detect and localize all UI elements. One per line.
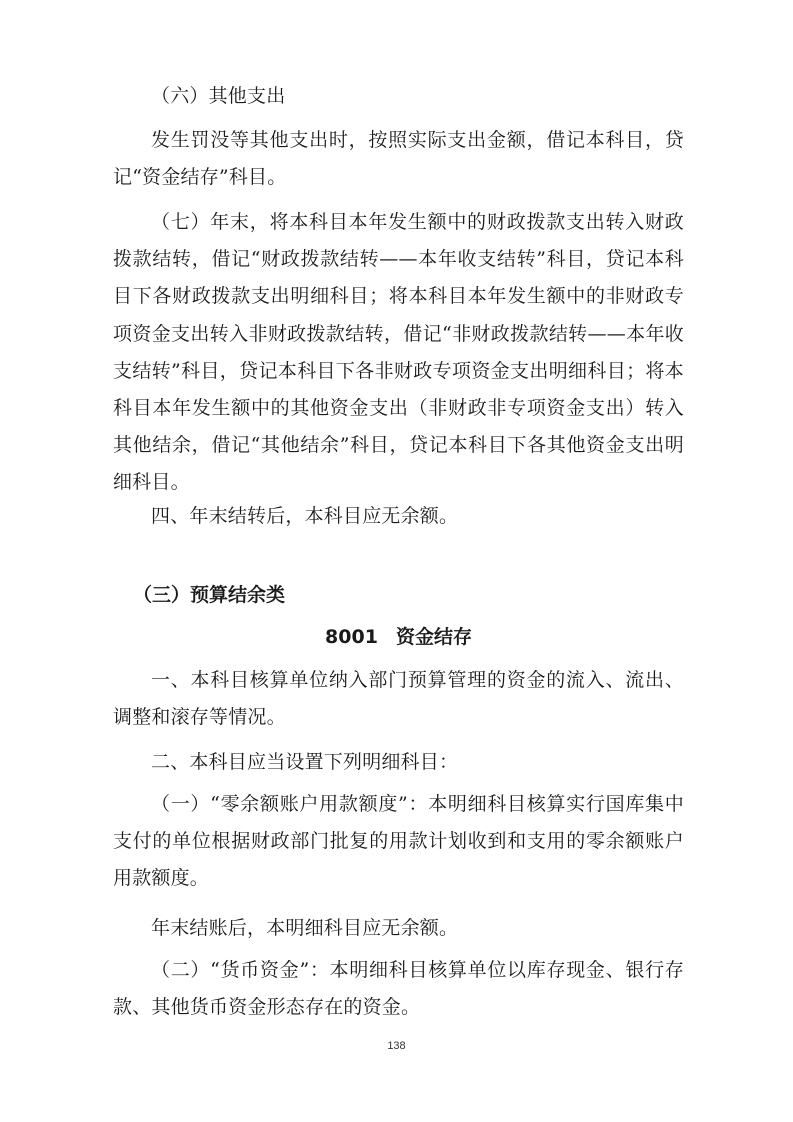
section-heading: （三）预算结余类 (133, 584, 286, 606)
paragraph-year-end-transfer: （七）年末，将本科目本年发生额中的财政拨款支出转入财政拨款结转，借记“财政拨款结转——本年收支结转”科目，贷记本科目下各财政拨款支出明细科目；将本科目本年发生额中的非财政专项资金支出转入非财政拨款结转，借记“非财政拨款结转——本年收支结转”科目，贷记本科目下各非财政专项资金支出明细科目；将本科目本年发生额中的其他资金支出（非财政非专项资金支出）转入其他结余，借记“其他结余”科目，贷记本科目下各其他资金支出明细科目。 (113, 211, 684, 494)
paragraph-monetary-funds: （二）“货币资金”：本明细科目核算单位以库存现金、银行存款、其他货币资金形态存在的资金。 (113, 959, 684, 1019)
account-code: 8001 (325, 626, 378, 648)
paragraph-other-expenses-heading: （六）其他支出 (151, 85, 286, 107)
paragraph-zero-balance-quota: （一）“零余额账户用款额度”：本明细科目核算实行国库集中支付的单位根据财政部门批复的用款计划收到和支用的零余额账户用款额度。 (113, 793, 684, 890)
paragraph-no-balance: 四、年末结转后，本科目应无余额。 (151, 505, 459, 527)
paragraph-account-scope: 一、本科目核算单位纳入部门预算管理的资金的流入、流出、调整和滚存等情况。 (113, 669, 684, 729)
account-name: 资金结存 (395, 626, 472, 648)
paragraph-subaccounts-intro: 二、本科目应当设置下列明细科目： (151, 751, 459, 773)
account-title (113, 619, 684, 655)
paragraph-year-end-closing: 年末结账后，本明细科目应无余额。 (151, 917, 459, 939)
paragraph-other-expenses-entry: 发生罚没等其他支出时，按照实际支出金额，借记本科目，贷记“资金结存”科目。 (113, 129, 684, 189)
page-number: 138 (387, 1040, 406, 1052)
